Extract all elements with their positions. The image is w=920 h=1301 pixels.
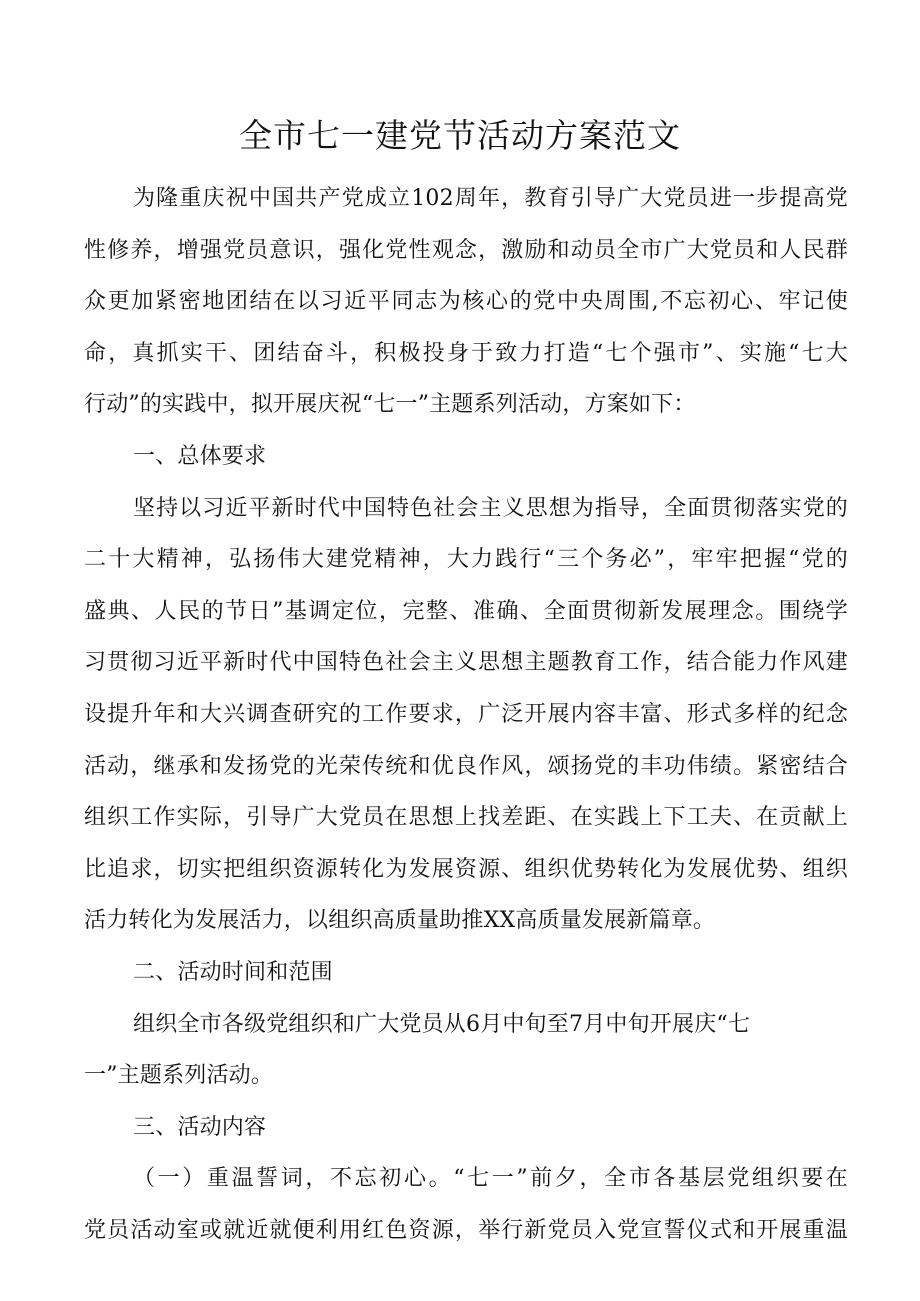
text-line: 性修养，增强党员意识，强化党性观念，激励和动员全市广大党员和人民群 xyxy=(84,237,848,263)
text-line: 坚持以习近平新时代中国特色社会主义思想为指导，全面贯彻落实党的 xyxy=(133,495,848,521)
text-line: 三、活动内容 xyxy=(133,1114,267,1140)
text-line: 二、活动时间和范围 xyxy=(133,959,333,985)
text-line: 盛典、人民的节日”基调定位，完整、准确、全面贯彻新发展理念。围绕学 xyxy=(84,598,848,624)
text-line: 比追求，切实把组织资源转化为发展资源、组织优势转化为发展优势、组织 xyxy=(84,856,848,882)
text-line: 设提升年和大兴调查研究的工作要求，广泛开展内容丰富、形式多样的纪念 xyxy=(84,701,848,727)
document-title: 全市七一建党节活动方案范文 xyxy=(239,116,681,155)
text-line: 活力转化为发展活力，以组织高质量助推XX高质量发展新篇章。 xyxy=(84,908,716,934)
text-line: 组织全市各级党组织和广大党员从6月中旬至7月中旬开展庆“七 xyxy=(133,1011,751,1037)
text-line: 为隆重庆祝中国共产党成立102周年，教育引导广大党员进一步提高党 xyxy=(133,186,848,211)
text-line: 组织工作实际，引导广大党员在思想上找差距、在实践上下工夫、在贡献上 xyxy=(84,805,848,831)
text-line: 二十大精神，弘扬伟大建党精神，大力践行“三个务必”，牢牢把握“党的 xyxy=(84,547,848,573)
document-body xyxy=(84,173,848,1256)
text-line: 命，真抓实干、团结奋斗，积极投身于致力打造“七个强市”、实施“七大 xyxy=(84,340,848,366)
text-line: 一、总体要求 xyxy=(133,443,267,469)
text-line: 党员活动室或就近就便利用红色资源，举行新党员入党宣誓仪式和开展重温 xyxy=(84,1217,848,1243)
text-line: 习贯彻习近平新时代中国特色社会主义思想主题教育工作，结合能力作风建 xyxy=(84,650,848,676)
text-line: 众更加紧密地团结在以习近平同志为核心的党中央周围,不忘初心、牢记使 xyxy=(84,289,848,315)
text-line: 一”主题系列活动。 xyxy=(84,1063,274,1089)
text-line: （一）重温誓词，不忘初心。“七一”前夕，全市各基层党组织要在 xyxy=(133,1166,848,1192)
text-line: 活动，继承和发扬党的光荣传统和优良作风，颂扬党的丰功伟绩。紧密结合 xyxy=(84,753,848,779)
text-line: 行动”的实践中，拟开展庆祝“七一”主题系列活动，方案如下： xyxy=(84,392,696,418)
